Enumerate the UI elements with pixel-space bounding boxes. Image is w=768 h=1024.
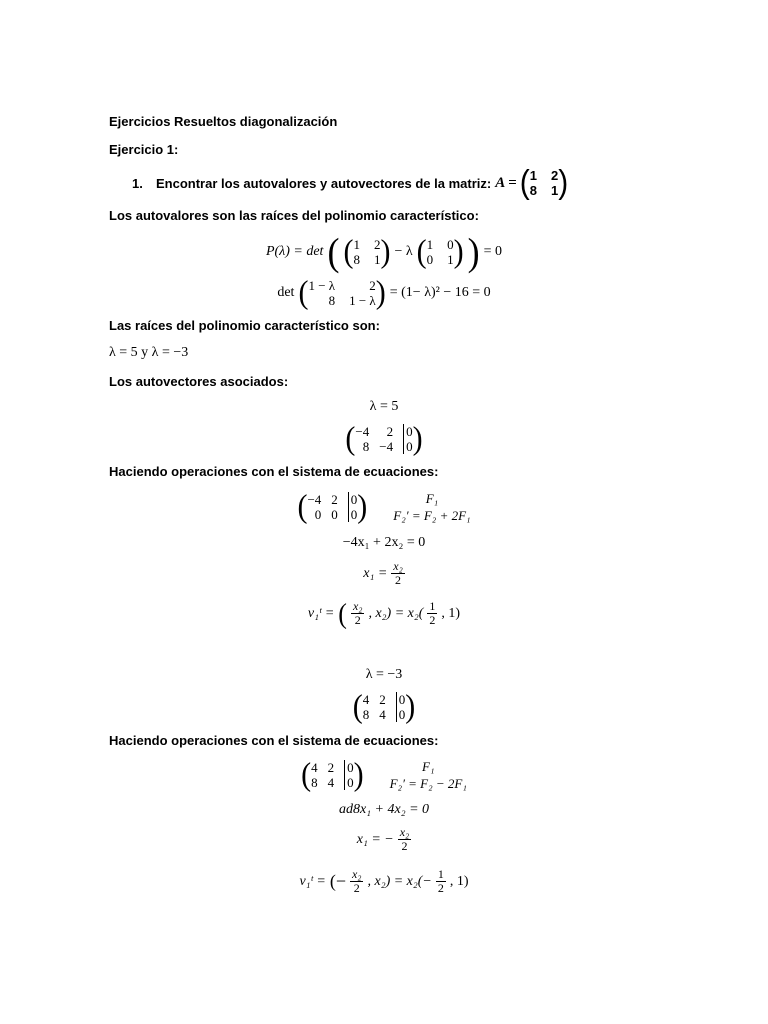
eq-2-line: ad8x₁ + 4x₂ = 0 [338, 802, 430, 817]
exercise-heading: Ejercicio 1: [109, 142, 179, 157]
lambda-1: λ = 5 [369, 399, 399, 414]
eq-1-line: −4x₁ + 2x₂ = 0 [342, 535, 426, 550]
x1-eq-1: x₁ = $\frac{\text{x₂}}{2}$ [363, 559, 403, 587]
matrix-a-label: A = [495, 174, 517, 191]
ops-text-1: Haciendo operaciones con el sistema de ecuaciones: [109, 464, 439, 479]
roots-text: Las raíces del polinomio característico son: [109, 318, 380, 333]
v2-eq: v₁ᵗ = (− $\frac{\text{x₂}}{2}$ , x₂) = x₂(− $\frac{1}{2}$ , 1) [299, 867, 469, 895]
matrix-a: ( 1 2 8 1 ) [519, 164, 569, 201]
ops-text-2: Haciendo operaciones con el sistema de ecuaciones: [109, 733, 439, 748]
v1-eq: v₁ᵗ = ( $\frac{\text{x₂}}{2}$ , x₂) = x₂( $\frac{1}{2}$ , 1) [307, 597, 461, 629]
char-poly-eq: P(λ) = det ( ( 1 2 8 1 ) − λ ( 1 0 0 1 ) ) = 0 [265, 230, 503, 274]
eigenvectors-text: Los autovectores asociados: [109, 374, 289, 389]
aug-matrix-1: ( −4 2 0 8 −4 0 ) [345, 420, 423, 457]
x1-eq-2: x₁ = − $\frac{\text{x₂}}{2}$ [356, 825, 410, 853]
doc-title: Ejercicios Resueltos diagonalización [109, 114, 338, 129]
row-ops-2: ( 4 2 0 8 4 0 ) F₁ F₂′ = F₂ − 2F₁ [301, 756, 467, 793]
lambda-2: λ = −3 [365, 667, 403, 682]
intro-eigenvalues: Los autovalores son las raíces del polinomio característico: [109, 208, 479, 223]
row-ops-1: ( −4 2 0 0 0 0 ) F₁ F₂′ = F₂ + 2F₁ [297, 488, 471, 525]
item-1 [132, 164, 569, 201]
item-text: Encontrar los autovalores y autovectores de la matriz: [156, 175, 492, 191]
aug-matrix-2: ( 4 2 0 8 4 0 ) [352, 688, 416, 725]
roots-eq: λ = 5 y λ = −3 [109, 345, 189, 360]
item-number: 1. [132, 175, 143, 191]
det-eq: det ( 1 − λ 2 8 1 − λ ) = (1− λ)² − 16 = 0 [277, 274, 491, 311]
